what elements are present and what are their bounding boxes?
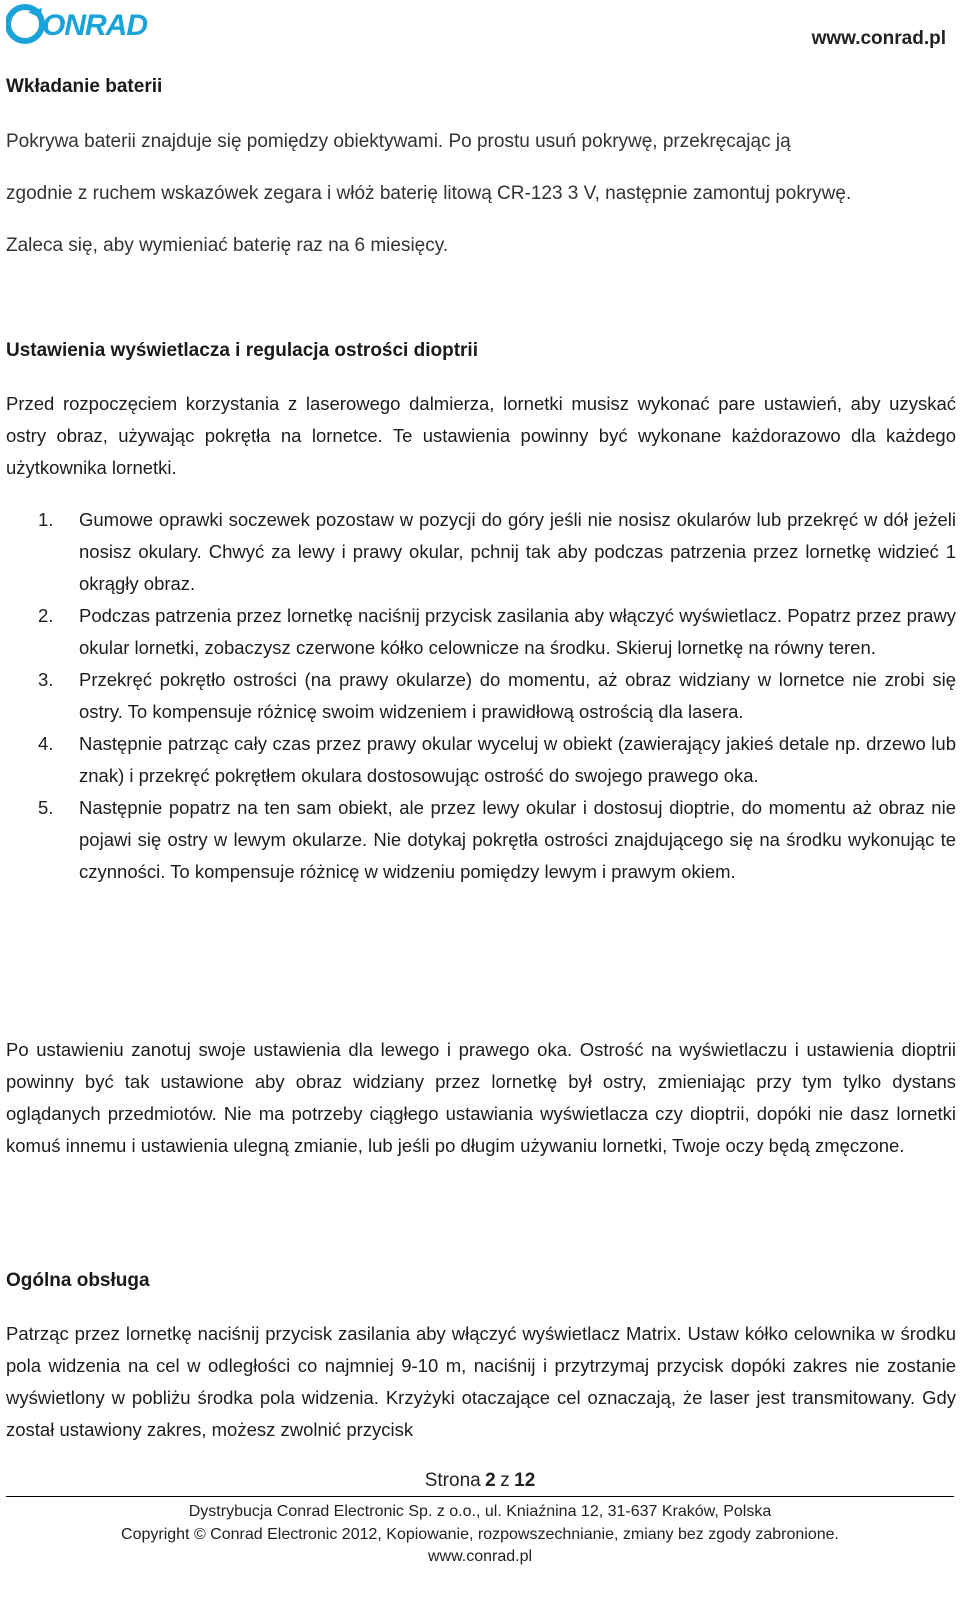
general-text: Patrząc przez lornetkę naciśnij przycisk zasilania aby włączyć wyświetlacz Matrix. Ustaw kółko celownika w środku pola widzenia na cel w odległości co najmniej 9-10 m, naciśnij i przytrzymaj przycisk dopóki zakres nie zostanie wyświetlony w pobliżu środka pola widzenia. Krzyżyki otaczające cel oznaczają, że laser jest transmitowany. Gdy został ustawiony zakres, możesz zwolnić przycisk: [6, 1323, 956, 1440]
step-number: 1.: [38, 509, 54, 530]
step-number: 4.: [38, 733, 54, 754]
page-current: 2: [485, 1470, 496, 1491]
footer-divider: [6, 1496, 954, 1497]
display-outro: Po ustawieniu zanotuj swoje ustawienia dla lewego i prawego oka. Ostrość na wyświetlaczu i ustawienia dioptrii powinny być tak ustawione aby obraz widziany przez lornetkę był ostry, zmieniając przy tym tylko dystans oglądanych przedmiotów. Nie ma potrzeby ciągłego ustawiania wyświetlacza czy dioptrii, dopóki nie dasz lornetki komuś innemu i ustawienia ulegną zmianie, lub jeśli po długim używaniu lornetki, Twoje oczy będą zmęczone.: [6, 1039, 956, 1156]
step-text: Podczas patrzenia przez lornetkę naciśnij przycisk zasilania aby włączyć wyświetlacz. Popatrz przez prawy okular lornetki, zobaczysz czerwone kółko celownicze na środku. Skieruj lornetkę na równy teren.: [79, 605, 956, 658]
footer-url[interactable]: www.conrad.pl: [427, 1548, 533, 1565]
step-number: 5.: [38, 797, 54, 818]
display-outro-block: [6, 1034, 956, 1162]
footer-copyright: Copyright © Conrad Electronic 2012, Kopiowanie, rozpowszechnianie, zmiany bez zgody zabronione.: [121, 1525, 839, 1543]
step-text: Następnie patrząc cały czas przez prawy okular wyceluj w obiekt (zawierający jakieś detale np. drzewo lub znak) i przekręć pokrętłem okulara dostosowując ostrość do swojego prawego oka.: [79, 733, 956, 786]
site-url-header[interactable]: www.conrad.pl: [811, 28, 946, 49]
list-item: [6, 504, 956, 600]
list-item: [6, 600, 956, 664]
page-total: 12: [514, 1470, 536, 1491]
step-number: 3.: [38, 669, 54, 690]
section-title-display: Ustawienia wyświetlacza i regulacja ostrości dioptrii: [6, 340, 478, 361]
list-item: [6, 792, 956, 888]
step-text: Następnie popatrz na ten sam obiekt, ale przez lewy okular i dostosuj dioptrie, do momentu aż obraz nie pojawi się ostry w lewym okularze. Nie dotykaj pokrętła ostrości znajdującego się na środku wykonując te czynności. To kompensuje różnicę w widzeniu pomiędzy lewym i prawym okiem.: [79, 797, 956, 882]
general-text-block: [6, 1318, 956, 1446]
conrad-logo: [6, 4, 166, 44]
steps-list: [6, 504, 956, 888]
page-sep: z: [500, 1470, 510, 1491]
page-number: [0, 1470, 960, 1494]
display-intro: Przed rozpoczęciem korzystania z laserowego dalmierza, lornetki musisz wykonać pare ustawień, aby uzyskać ostry obraz, używając pokrętła na lornetce. Te ustawienia powinny być wykonane każdorazowo dla każdego użytkownika lornetki.: [6, 393, 956, 478]
step-text: Przekręć pokrętło ostrości (na prawy okularze) do momentu, aż obraz widziany w lornetce nie zrobi się ostry. To kompensuje różnicę swoim widzeniem i prawidłową ostrością dla lasera.: [79, 669, 956, 722]
section-title-battery: Wkładanie baterii: [6, 76, 163, 97]
step-number: 2.: [38, 605, 54, 626]
list-item: [6, 728, 956, 792]
section-display: [6, 340, 956, 362]
section-title-general: Ogólna obsługa: [6, 1270, 150, 1291]
battery-line-2: zgodnie z ruchem wskazówek zegara i włóż baterię litową CR-123 3 V, następnie zamontuj pokrywę.: [6, 183, 852, 204]
footer-text: [0, 1501, 960, 1569]
battery-text: [6, 116, 956, 272]
list-item: [6, 664, 956, 728]
conrad-logo-icon: [6, 4, 166, 44]
footer-address: Dystrybucja Conrad Electronic Sp. z o.o., ul. Kniaźnina 12, 31-637 Kraków, Polska: [188, 1503, 772, 1520]
battery-line-1: Pokrywa baterii znajduje się pomiędzy obiektywami. Po prostu usuń pokrywę, przekręcając ją: [6, 131, 791, 152]
svg-text:ONRAD: ONRAD: [42, 9, 147, 42]
display-steps: [6, 504, 956, 888]
section-general: [6, 1270, 956, 1292]
step-text: Gumowe oprawki soczewek pozostaw w pozycji do góry jeśli nie nosisz okularów lub przekręć w dół jeżeli nosisz okulary. Chwyć za lewy i prawy okular, pchnij tak aby podczas patrzenia przez lornetkę widzieć 1 okrągły obraz.: [79, 509, 956, 594]
section-battery: [6, 76, 956, 98]
battery-line-3: Zaleca się, aby wymieniać baterię raz na 6 miesięcy.: [6, 235, 449, 256]
page-prefix: Strona: [424, 1470, 481, 1491]
display-intro-block: [6, 388, 956, 484]
